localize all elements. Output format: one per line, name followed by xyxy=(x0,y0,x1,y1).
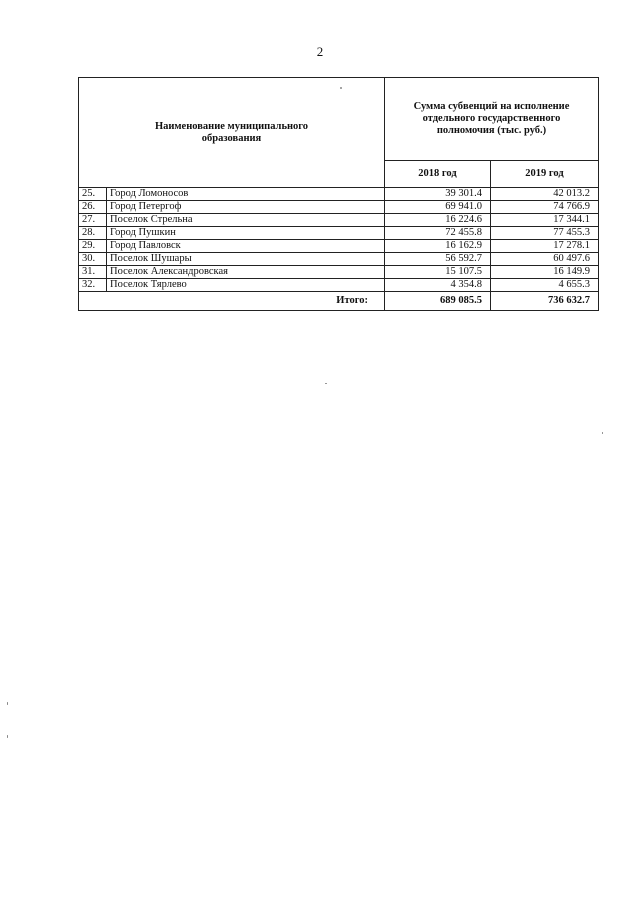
value-2018: 69 941.0 xyxy=(385,201,491,214)
municipality-name: Поселок Стрельна xyxy=(107,214,385,227)
header-subvention-sum xyxy=(385,78,599,161)
scan-speck xyxy=(7,735,8,738)
value-2019: 17 278.1 xyxy=(491,240,599,253)
value-2018: 16 162.9 xyxy=(385,240,491,253)
header-year-2019: 2019 год xyxy=(491,161,599,188)
page-number: 2 xyxy=(316,44,324,59)
municipality-name: Поселок Тярлево xyxy=(107,279,385,292)
value-2019: 4 655.3 xyxy=(491,279,599,292)
table-row xyxy=(79,188,599,201)
scan-speck xyxy=(602,432,603,434)
value-2019: 74 766.9 xyxy=(491,201,599,214)
row-number: 30. xyxy=(79,253,107,266)
municipality-name: Город Ломоносов xyxy=(107,188,385,201)
header-row xyxy=(79,78,599,161)
scan-speck xyxy=(7,702,8,705)
total-label: Итого: xyxy=(79,292,385,311)
row-number: 32. xyxy=(79,279,107,292)
municipality-name: Город Пушкин xyxy=(107,227,385,240)
municipality-name: Поселок Шушары xyxy=(107,253,385,266)
header-municipality-label: Наименование муниципального образования xyxy=(154,120,309,144)
header-municipality xyxy=(79,78,385,188)
value-2018: 15 107.5 xyxy=(385,266,491,279)
value-2018: 4 354.8 xyxy=(385,279,491,292)
value-2018: 39 301.4 xyxy=(385,188,491,201)
row-number: 25. xyxy=(79,188,107,201)
value-2018: 56 592.7 xyxy=(385,253,491,266)
total-2019: 736 632.7 xyxy=(491,292,599,311)
row-number: 26. xyxy=(79,201,107,214)
header-year-2018: 2018 год xyxy=(385,161,491,188)
table-row xyxy=(79,201,599,214)
row-number: 29. xyxy=(79,240,107,253)
table-row xyxy=(79,214,599,227)
municipality-name: Поселок Александровская xyxy=(107,266,385,279)
value-2019: 42 013.2 xyxy=(491,188,599,201)
value-2019: 16 149.9 xyxy=(491,266,599,279)
scan-speck xyxy=(340,87,342,89)
table-row xyxy=(79,266,599,279)
municipality-name: Город Петергоф xyxy=(107,201,385,214)
row-number: 27. xyxy=(79,214,107,227)
value-2018: 72 455.8 xyxy=(385,227,491,240)
value-2018: 16 224.6 xyxy=(385,214,491,227)
table-row xyxy=(79,240,599,253)
table-row xyxy=(79,279,599,292)
subvention-table xyxy=(78,77,599,311)
value-2019: 17 344.1 xyxy=(491,214,599,227)
table-row xyxy=(79,227,599,240)
row-number: 31. xyxy=(79,266,107,279)
header-subvention-label: Сумма субвенций на исполнение отдельного государственного полномочия (тыс. руб.) xyxy=(413,101,570,136)
value-2019: 60 497.6 xyxy=(491,253,599,266)
scan-speck xyxy=(325,383,327,384)
municipality-name: Город Павловск xyxy=(107,240,385,253)
total-2018: 689 085.5 xyxy=(385,292,491,311)
row-number: 28. xyxy=(79,227,107,240)
total-row xyxy=(79,292,599,311)
table-row xyxy=(79,253,599,266)
value-2019: 77 455.3 xyxy=(491,227,599,240)
